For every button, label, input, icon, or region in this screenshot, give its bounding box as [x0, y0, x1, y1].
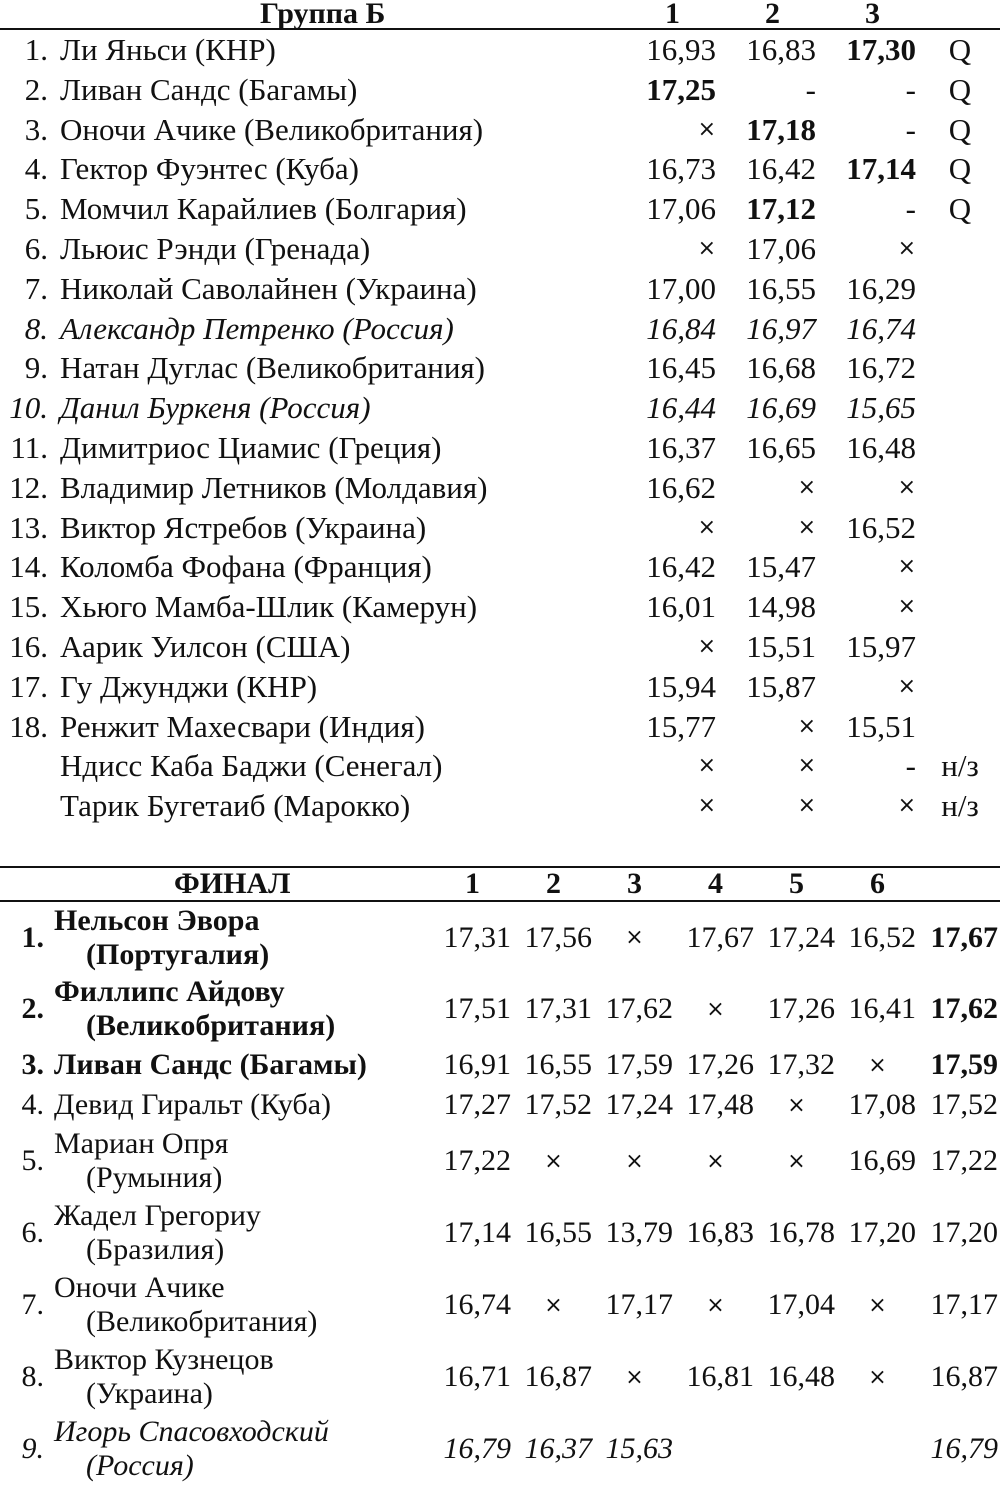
table-row	[0, 388, 1000, 428]
table-row	[0, 1269, 1000, 1341]
result-cell: 17,62	[930, 992, 998, 1025]
attempt-cell: 16,74	[443, 1288, 511, 1321]
place-cell: 3.	[24, 111, 48, 147]
athlete-name-line: Нельсон Эвора	[54, 903, 260, 937]
attempt-cell: 16,81	[686, 1360, 754, 1393]
athlete-name: Александр Петренко (Россия)	[60, 310, 454, 346]
result-cell: 17,20	[930, 1216, 998, 1249]
athlete-name: Ливан Сандс (Багамы)	[60, 71, 358, 107]
attempt-cell: -	[905, 748, 916, 784]
attempt-cell: 17,18	[746, 111, 816, 147]
attempt-cell: 16,97	[746, 310, 816, 346]
attempt-cell	[837, 1413, 918, 1485]
place-cell: 8.	[24, 310, 48, 346]
attempt-cell: ×	[897, 793, 916, 819]
qualification-mark: Q	[948, 151, 972, 187]
attempt-cell: 16,73	[646, 151, 716, 187]
athlete-country: (Румыния)	[86, 1161, 223, 1194]
attempt-cell: 16,69	[746, 390, 816, 426]
attempt-cell: 16,44	[646, 390, 716, 426]
attempt-cell: ×	[797, 713, 816, 739]
qualification-mark	[920, 508, 1000, 548]
attempt-cell: 16,83	[746, 32, 816, 67]
athlete-name-line: Виктор Кузнецов	[54, 1343, 274, 1376]
athlete-name-line: Девид Гиральт (Куба)	[54, 1088, 332, 1121]
group-attempt-header: 3	[865, 0, 880, 30]
athlete-name-line: Жадел Грегориу	[54, 1199, 261, 1232]
place-cell: 18.	[9, 708, 48, 744]
attempt-cell: 16,68	[746, 350, 816, 386]
place-cell: 2.	[21, 992, 44, 1025]
place-cell: 8.	[21, 1360, 44, 1393]
attempt-cell: 17,20	[848, 1216, 916, 1249]
place-cell	[0, 746, 60, 786]
attempt-cell: 15,65	[846, 390, 916, 426]
attempt-cell: 15,87	[746, 668, 816, 704]
table-row	[0, 70, 1000, 110]
table-row	[0, 1413, 1000, 1485]
attempt-cell: 15,63	[605, 1432, 673, 1465]
athlete-name: Оночи Ачике (Великобритания)	[60, 111, 484, 147]
athlete-country: (Великобритания)	[86, 1009, 336, 1042]
attempt-cell: 16,84	[646, 310, 716, 346]
table-row	[0, 309, 1000, 349]
table-row	[0, 29, 1000, 70]
athlete-name: Данил Буркеня (Россия)	[60, 390, 371, 426]
place-cell: 2.	[24, 71, 48, 107]
athlete-name: Виктор Ястребов (Украина)	[60, 509, 427, 545]
attempt-cell: 16,37	[646, 429, 716, 465]
attempt-cell: 16,93	[646, 32, 716, 67]
athlete-name-line: Игорь Спасовходский	[54, 1415, 329, 1448]
attempt-cell: ×	[697, 753, 716, 779]
attempt-cell	[675, 1413, 756, 1485]
table-row	[0, 1197, 1000, 1269]
qualification-mark: Q	[948, 111, 972, 147]
attempt-cell: 17,31	[443, 920, 511, 954]
place-cell: 12.	[9, 469, 48, 505]
place-cell: 7.	[21, 1288, 44, 1321]
qualification-mark: Q	[948, 32, 972, 67]
attempt-cell: ×	[706, 1292, 725, 1318]
place-cell: 9.	[24, 350, 48, 386]
attempt-cell: 17,52	[524, 1088, 592, 1121]
athlete-name	[54, 973, 432, 1045]
attempt-cell: 16,69	[848, 1144, 916, 1177]
attempt-cell: ×	[897, 554, 916, 580]
attempt-cell: 15,77	[646, 708, 716, 744]
athlete-name: Хьюго Мамба-Шлик (Камерун)	[60, 589, 478, 625]
place-cell: 7.	[24, 270, 48, 306]
table-row	[0, 901, 1000, 973]
place-cell: 5.	[21, 1144, 44, 1177]
table-row	[0, 667, 1000, 707]
attempt-cell: 16,55	[524, 1048, 592, 1081]
table-row	[0, 428, 1000, 468]
attempt-cell: 17,27	[443, 1088, 511, 1121]
attempt-cell: ×	[897, 235, 916, 261]
attempt-cell: 16,48	[767, 1360, 835, 1393]
final-attempt-header: 4	[708, 867, 723, 900]
table-row	[0, 587, 1000, 627]
attempt-cell: ×	[697, 116, 716, 142]
final-attempt-header: 6	[870, 867, 885, 900]
athlete-name: Тарик Бугетаиб (Марокко)	[60, 788, 411, 824]
attempt-cell: 14,98	[746, 589, 816, 625]
qualification-mark	[920, 229, 1000, 269]
attempt-cell: 16,74	[846, 310, 916, 346]
qualification-mark: Q	[948, 71, 972, 107]
table-row	[0, 468, 1000, 508]
table-row	[0, 627, 1000, 667]
group-attempt-header: 1	[665, 0, 680, 30]
attempt-cell: 17,00	[646, 270, 716, 306]
place-cell: 16.	[9, 628, 48, 664]
attempt-cell: 17,26	[686, 1048, 754, 1081]
attempt-cell: 17,14	[846, 151, 916, 187]
table-row	[0, 746, 1000, 786]
athlete-name	[54, 1125, 432, 1197]
table-row	[0, 547, 1000, 587]
final-title: ФИНАЛ	[174, 867, 291, 900]
result-cell: 17,52	[930, 1088, 998, 1121]
place-cell: 1.	[24, 32, 48, 67]
attempt-cell: 16,52	[848, 920, 916, 954]
attempt-cell: -	[905, 71, 916, 107]
place-cell: 5.	[24, 191, 48, 227]
attempt-cell: ×	[897, 474, 916, 500]
athlete-country: (Португалия)	[86, 937, 270, 971]
table-row	[0, 110, 1000, 150]
place-cell: 11.	[10, 429, 48, 465]
attempt-cell: 15,94	[646, 668, 716, 704]
attempt-cell: 16,79	[443, 1432, 511, 1465]
attempt-cell: 17,56	[524, 920, 592, 954]
qualification-mark	[920, 309, 1000, 349]
table-row	[0, 973, 1000, 1045]
attempt-cell: ×	[868, 1052, 887, 1078]
attempt-cell: 17,06	[746, 230, 816, 266]
attempt-cell: ×	[787, 1092, 806, 1118]
result-cell: 16,79	[930, 1432, 998, 1465]
result-cell: 16,87	[930, 1360, 998, 1393]
attempt-cell: ×	[697, 514, 716, 540]
qualification-mark	[920, 667, 1000, 707]
athlete-name	[54, 1413, 432, 1485]
attempt-cell: 16,72	[846, 350, 916, 386]
table-row	[0, 149, 1000, 189]
athlete-name: Гектор Фуэнтес (Куба)	[60, 151, 359, 187]
result-cell: 17,17	[930, 1288, 998, 1321]
athlete-name: Ндисс Каба Баджи (Сенегал)	[60, 748, 443, 784]
athlete-country: (Россия)	[86, 1449, 194, 1482]
athlete-name: Коломба Фофана (Франция)	[60, 549, 432, 585]
attempt-cell: ×	[544, 1148, 563, 1174]
final-attempt-header: 2	[546, 867, 561, 900]
attempt-cell: 16,62	[646, 469, 716, 505]
attempt-cell: 17,24	[767, 920, 835, 954]
attempt-cell: 16,55	[524, 1216, 592, 1249]
table-row	[0, 269, 1000, 309]
attempt-cell: 16,87	[524, 1360, 592, 1393]
attempt-cell: 17,12	[746, 191, 816, 227]
group-title: Группа Б	[260, 0, 386, 30]
athlete-name	[54, 901, 432, 973]
group-header-row	[0, 0, 1000, 29]
attempt-cell: 17,62	[605, 992, 673, 1025]
result-cell: 17,59	[930, 1048, 998, 1081]
attempt-cell: 16,42	[746, 151, 816, 187]
attempt-cell: 15,51	[846, 708, 916, 744]
attempt-cell: 17,24	[605, 1088, 673, 1121]
place-cell: 1.	[21, 920, 44, 954]
attempt-cell: ×	[868, 1292, 887, 1318]
qualification-mark	[920, 707, 1000, 747]
athlete-name-line: Мариан Опря	[54, 1127, 229, 1160]
attempt-cell	[756, 1413, 837, 1485]
athlete-name: Натан Дуглас (Великобритания)	[60, 350, 486, 386]
attempt-cell: 17,25	[646, 71, 716, 107]
attempt-cell: ×	[897, 594, 916, 620]
attempt-cell: ×	[706, 1148, 725, 1174]
result-cell: 17,22	[930, 1144, 998, 1177]
attempt-cell: 16,45	[646, 350, 716, 386]
qualification-mark: н/з	[941, 788, 979, 824]
table-row	[0, 508, 1000, 548]
attempt-cell: ×	[625, 1148, 644, 1174]
attempt-cell: 13,79	[605, 1216, 673, 1249]
attempt-cell: 17,30	[846, 32, 916, 67]
table-row	[0, 1085, 1000, 1125]
qualification-mark	[920, 627, 1000, 667]
attempt-cell: 17,04	[767, 1288, 835, 1321]
athlete-country: (Великобритания)	[86, 1305, 318, 1338]
athlete-name: Димитриос Циамис (Греция)	[60, 429, 442, 465]
attempt-cell: 17,22	[443, 1144, 511, 1177]
attempt-cell: 17,08	[848, 1088, 916, 1121]
group-attempt-header: 2	[765, 0, 780, 30]
place-cell: 13.	[9, 509, 48, 545]
place-cell: 15.	[9, 589, 48, 625]
qualification-mark	[920, 348, 1000, 388]
qualification-mark	[920, 587, 1000, 627]
athlete-name-line: Оночи Ачике	[54, 1271, 225, 1304]
athlete-name	[54, 1269, 432, 1341]
athlete-name: Льюис Рэнди (Гренада)	[60, 230, 371, 266]
attempt-cell: 16,78	[767, 1216, 835, 1249]
athlete-name-line: Ливан Сандс (Багамы)	[54, 1048, 367, 1081]
place-cell: 10.	[9, 390, 48, 426]
attempt-cell: ×	[544, 1292, 563, 1318]
attempt-cell: 16,71	[443, 1360, 511, 1393]
place-cell: 14.	[9, 549, 48, 585]
attempt-cell: 17,67	[686, 920, 754, 954]
table-row	[0, 1045, 1000, 1085]
athlete-name	[54, 1341, 432, 1413]
table-row	[0, 348, 1000, 388]
attempt-cell: ×	[706, 996, 725, 1022]
place-cell: 6.	[21, 1216, 44, 1249]
place-cell: 6.	[24, 230, 48, 266]
place-cell: 4.	[24, 151, 48, 187]
place-cell	[0, 786, 60, 826]
qualification-mark: Q	[948, 191, 972, 227]
attempt-cell: 17,31	[524, 992, 592, 1025]
athlete-country: (Украина)	[86, 1377, 213, 1410]
final-attempt-header: 3	[627, 867, 642, 900]
attempt-cell: 16,91	[443, 1048, 511, 1081]
attempt-cell: ×	[797, 793, 816, 819]
final-header-row	[0, 867, 1000, 901]
attempt-cell: ×	[797, 474, 816, 500]
qualification-mark	[920, 547, 1000, 587]
attempt-cell: -	[905, 111, 916, 147]
attempt-cell: 16,01	[646, 589, 716, 625]
attempt-cell: 17,26	[767, 992, 835, 1025]
athlete-name	[54, 1045, 432, 1085]
athlete-name: Аарик Уилсон (США)	[60, 628, 351, 664]
attempt-cell: 16,37	[524, 1432, 592, 1465]
attempt-cell: 17,14	[443, 1216, 511, 1249]
athlete-name	[54, 1197, 432, 1269]
attempt-cell: ×	[625, 925, 644, 950]
final-attempt-header: 1	[465, 867, 480, 900]
table-row	[0, 707, 1000, 747]
attempt-cell: ×	[697, 633, 716, 659]
attempt-cell: -	[905, 191, 916, 227]
attempt-cell: ×	[697, 793, 716, 819]
table-row	[0, 189, 1000, 229]
attempt-cell: 16,65	[746, 429, 816, 465]
table-row	[0, 786, 1000, 826]
athlete-name: Момчил Карайлиев (Болгария)	[60, 191, 467, 227]
qualification-mark	[920, 388, 1000, 428]
final-table	[0, 866, 1000, 1485]
attempt-cell: ×	[697, 235, 716, 261]
attempt-cell: 16,55	[746, 270, 816, 306]
attempt-cell: -	[805, 71, 816, 107]
attempt-cell: 17,06	[646, 191, 716, 227]
result-cell: 17,67	[930, 920, 998, 954]
attempt-cell: 17,48	[686, 1088, 754, 1121]
place-cell: 4.	[21, 1088, 44, 1121]
attempt-cell: 16,48	[846, 429, 916, 465]
athlete-name: Ренжит Махесвари (Индия)	[60, 708, 425, 744]
place-cell: 9.	[21, 1432, 44, 1465]
place-cell: 3.	[21, 1048, 44, 1081]
attempt-cell: 15,47	[746, 549, 816, 585]
final-attempt-header: 5	[789, 867, 804, 900]
qualification-mark	[920, 428, 1000, 468]
attempt-cell: 15,97	[846, 628, 916, 664]
athlete-name	[54, 1085, 432, 1125]
attempt-cell: 17,59	[605, 1048, 673, 1081]
attempt-cell: ×	[787, 1148, 806, 1174]
athlete-name: Владимир Летников (Молдавия)	[60, 469, 488, 505]
attempt-cell: 16,52	[846, 509, 916, 545]
attempt-cell: 15,51	[746, 628, 816, 664]
athlete-name: Николай Саволайнен (Украина)	[60, 270, 477, 306]
attempt-cell: 16,41	[848, 992, 916, 1025]
table-row	[0, 1341, 1000, 1413]
athlete-name: Ли Яньси (КНР)	[60, 32, 276, 67]
place-cell: 17.	[9, 668, 48, 704]
attempt-cell: ×	[797, 514, 816, 540]
table-row	[0, 229, 1000, 269]
athlete-country: (Бразилия)	[86, 1233, 225, 1266]
attempt-cell: ×	[868, 1364, 887, 1390]
table-row	[0, 1125, 1000, 1197]
attempt-cell: 16,42	[646, 549, 716, 585]
attempt-cell: ×	[897, 673, 916, 699]
attempt-cell: ×	[625, 1364, 644, 1390]
attempt-cell: 17,51	[443, 992, 511, 1025]
qualification-mark: н/з	[941, 748, 979, 784]
athlete-name: Гу Джунджи (КНР)	[60, 668, 318, 704]
attempt-cell: 16,29	[846, 270, 916, 306]
qualification-mark	[920, 269, 1000, 309]
attempt-cell: 16,83	[686, 1216, 754, 1249]
attempt-cell: 17,32	[767, 1048, 835, 1081]
qualification-mark	[920, 468, 1000, 508]
attempt-cell: ×	[797, 753, 816, 779]
athlete-name-line: Филлипс Айдову	[54, 975, 285, 1008]
attempt-cell: 17,17	[605, 1288, 673, 1321]
